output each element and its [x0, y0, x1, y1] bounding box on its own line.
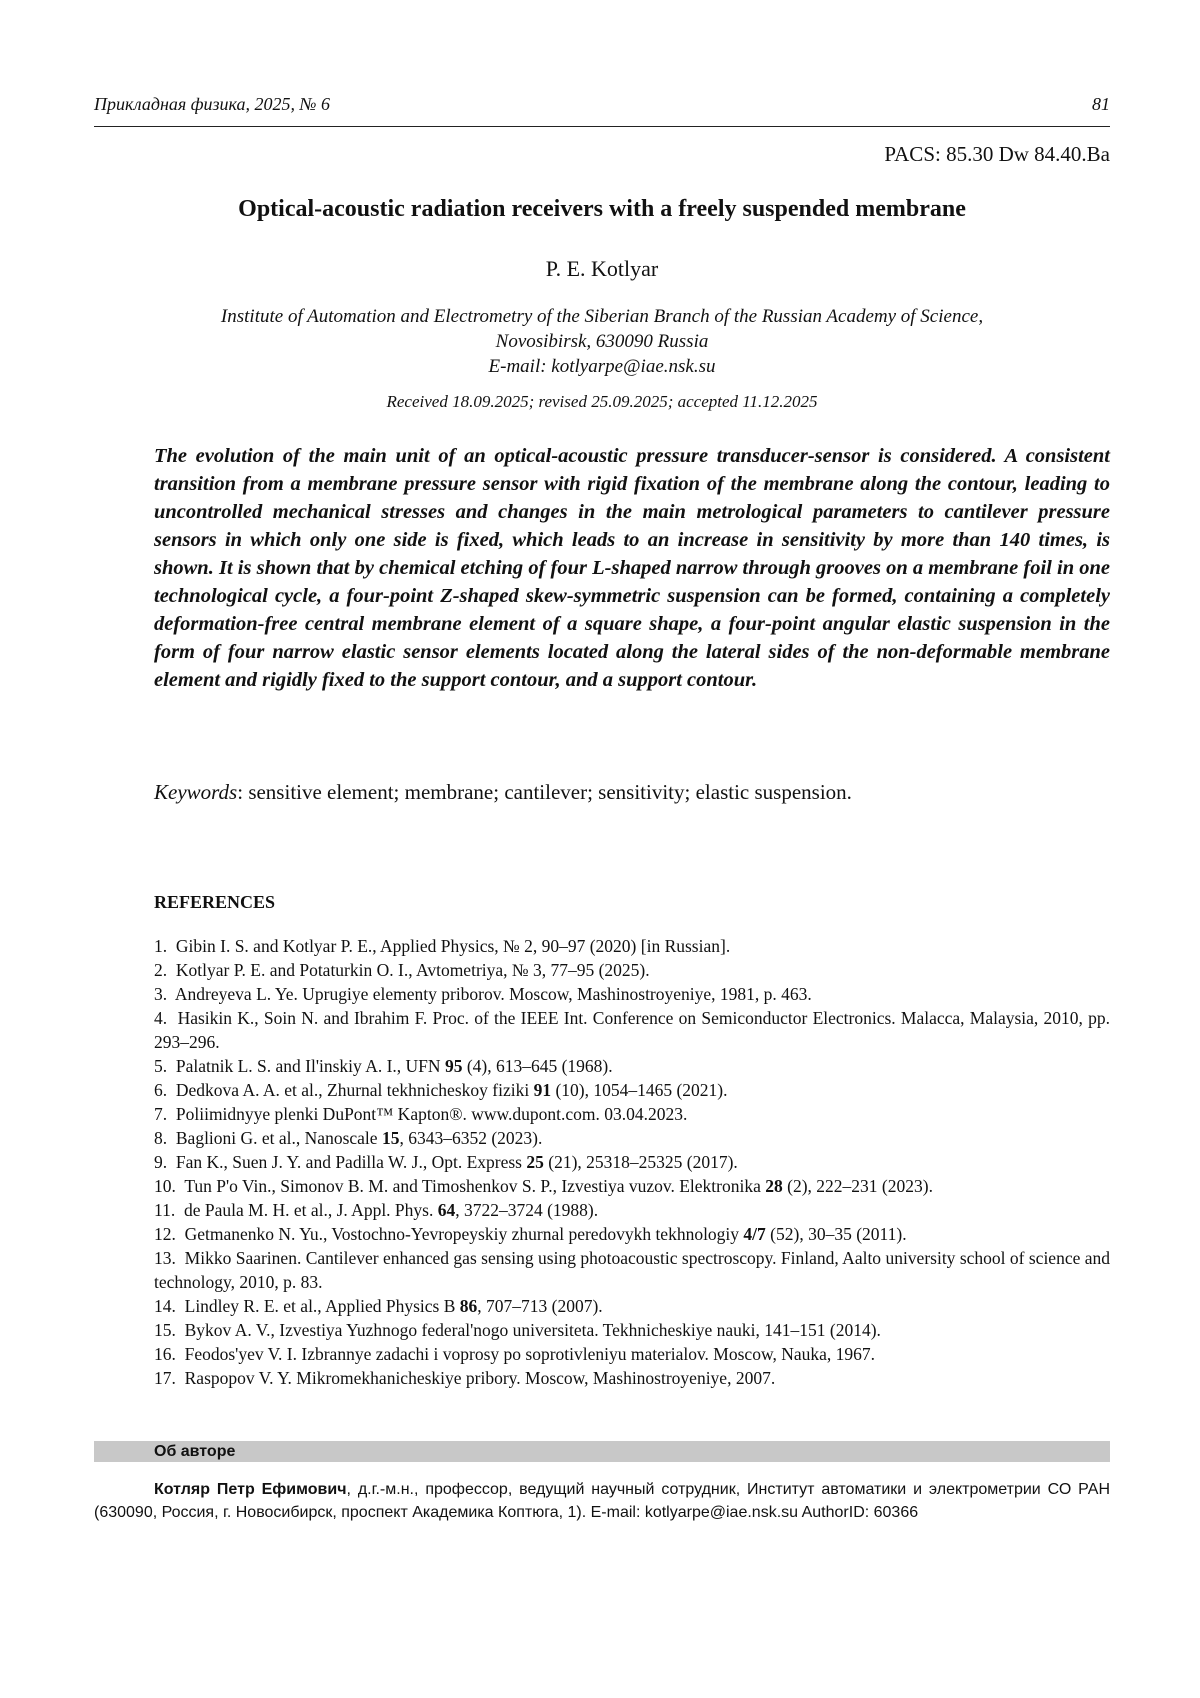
reference-text: Mikko Saarinen. Cantilever enhanced gas sensing using photoacoustic spectroscopy. Finland, Aalto university school of science and technology, 2010, p. 83. [154, 1248, 1111, 1292]
reference-item [154, 1366, 1110, 1390]
reference-number: 15. [154, 1320, 176, 1340]
reference-text: Tun P'o Vin., Simonov B. M. and Timoshenkov S. P., Izvestiya vuzov. Elektronika [184, 1176, 766, 1196]
reference-number: 2. [154, 960, 168, 980]
abstract: The evolution of the main unit of an optical-acoustic pressure transducer-sensor is considered. A consistent transition from a membrane pressure sensor with rigid fixation of the membrane along the contour, leading to uncontrolled mechanical stresses and changes in the main metrological parameters to cantilever pressure sensors in which only one side is fixed, which leads to an increase in sensitivity by more than 140 times, is shown. It is shown that by chemical etching of four L-shaped narrow through grooves on a membrane foil in one technological cycle, a four-point Z-shaped skew-symmetric suspension can be formed, containing a completely deformation-free central membrane element of a square shape, a four-point angular elastic suspension in the form of four narrow elastic sensor elements located along the lateral sides of the non-deformable membrane element and rigidly fixed to the support contour, and a support contour. [154, 445, 1110, 691]
reference-pages: , 707–713 (2007). [477, 1296, 603, 1316]
reference-text: Lindley R. E. et al., Applied Physics B [184, 1296, 460, 1316]
pacs-codes: PACS: 85.30 Dw 84.40.Ba [884, 142, 1110, 166]
reference-number: 9. [154, 1152, 168, 1172]
reference-number: 10. [154, 1176, 176, 1196]
references-list [154, 934, 1110, 1390]
reference-text: Andreyeva L. Ye. Uprugiye elementy priborov. Moscow, Mashinostroyeniye, 1981, p. 463. [174, 984, 812, 1004]
reference-number: 16. [154, 1344, 176, 1364]
affiliation-email: E-mail: kotlyarpe@iae.nsk.su [488, 356, 716, 377]
reference-volume: 15 [381, 1128, 400, 1148]
page-number: 81 [1092, 94, 1110, 114]
reference-number: 1. [154, 936, 168, 956]
reference-number: 17. [154, 1368, 176, 1388]
reference-number: 6. [154, 1080, 168, 1100]
reference-item [154, 958, 1110, 982]
reference-text: de Paula M. H. et al., J. Appl. Phys. [183, 1200, 438, 1220]
affiliation-institute: Institute of Automation and Electrometry of the Siberian Branch of the Russian Academy of Science, [220, 306, 984, 327]
reference-number: 13. [154, 1248, 176, 1268]
reference-number: 12. [154, 1224, 176, 1244]
reference-volume: 64 [437, 1200, 456, 1220]
reference-item [154, 1054, 1110, 1078]
reference-number: 3. [154, 984, 168, 1004]
reference-text: Dedkova A. A. et al., Zhurnal tekhnicheskoy fiziki [175, 1080, 534, 1100]
reference-volume: 86 [459, 1296, 478, 1316]
reference-number: 11. [154, 1200, 176, 1220]
reference-item [154, 1222, 1110, 1246]
reference-item [154, 1294, 1110, 1318]
reference-text: Bykov A. V., Izvestiya Yuzhnogo federal'nogo universiteta. Tekhnicheskiye nauki, 141–151 (2014). [184, 1320, 881, 1340]
reference-item [154, 1150, 1110, 1174]
reference-number: 7. [154, 1104, 168, 1124]
keywords-text: : sensitive element; membrane; cantilever; sensitivity; elastic suspension. [237, 780, 852, 804]
reference-text: Feodos'yev V. I. Izbrannye zadachi i voprosy po soprotivleniyu materialov. Moscow, Nauka, 1967. [184, 1344, 875, 1364]
reference-volume: 4/7 [743, 1224, 766, 1244]
reference-pages: , 6343–6352 (2023). [399, 1128, 543, 1148]
reference-pages: (52), 30–35 (2011). [765, 1224, 907, 1244]
reference-item [154, 1198, 1110, 1222]
reference-volume: 28 [765, 1176, 783, 1196]
reference-volume: 95 [444, 1056, 463, 1076]
reference-item [154, 1078, 1110, 1102]
reference-text: Getmanenko N. Yu., Vostochno-Yevropeyskiy zhurnal peredovykh tekhnologiy [184, 1224, 744, 1244]
reference-item [154, 1246, 1110, 1294]
reference-pages: (21), 25318–25325 (2017). [543, 1152, 738, 1172]
about-author-name: Котляр Петр Ефимович [154, 1481, 347, 1498]
reference-text: Raspopov V. Y. Mikromekhanicheskiye pribory. Moscow, Mashinostroyeniye, 2007. [184, 1368, 776, 1388]
reference-text: Fan K., Suen J. Y. and Padilla W. J., Opt. Express [175, 1152, 527, 1172]
reference-volume: 25 [526, 1152, 544, 1172]
reference-text: Poliimidnyye plenki DuPont™ Kapton®. www.dupont.com. 03.04.2023. [175, 1104, 688, 1124]
reference-pages: , 3722–3724 (1988). [455, 1200, 599, 1220]
reference-item [154, 1126, 1110, 1150]
reference-pages: (2), 222–231 (2023). [782, 1176, 933, 1196]
journal-name: Прикладная физика, 2025, № 6 [94, 94, 330, 114]
submission-dates: Received 18.09.2025; revised 25.09.2025; accepted 11.12.2025 [386, 392, 818, 411]
reference-item [154, 1006, 1110, 1054]
reference-text: Gibin I. S. and Kotlyar P. E., Applied Physics, № 2, 90–97 (2020) [in Russian]. [175, 936, 731, 956]
keywords [154, 780, 1110, 805]
author-name: P. E. Kotlyar [545, 256, 659, 281]
header-rule [94, 126, 1110, 127]
reference-item [154, 1102, 1110, 1126]
reference-text: Hasikin K., Soin N. and Ibrahim F. Proc. of the IEEE Int. Conference on Semiconductor Electronics. Malacca, Malaysia, 2010, pp. 293–296. [154, 1008, 1110, 1052]
references-heading: REFERENCES [154, 892, 276, 912]
reference-item [154, 982, 1110, 1006]
reference-pages: (4), 613–645 (1968). [462, 1056, 613, 1076]
running-header [94, 94, 1110, 120]
about-author-heading [94, 1441, 1110, 1462]
reference-volume: 91 [533, 1080, 552, 1100]
reference-item [154, 1318, 1110, 1342]
reference-text: Kotlyar P. E. and Potaturkin O. I., Avtometriya, № 3, 77–95 (2025). [175, 960, 650, 980]
reference-text: Palatnik L. S. and Il'inskiy A. I., UFN [175, 1056, 445, 1076]
reference-item [154, 1342, 1110, 1366]
about-author [94, 1478, 1110, 1524]
reference-number: 14. [154, 1296, 176, 1316]
affiliation-city: Novosibirsk, 630090 Russia [495, 331, 709, 352]
affiliation [94, 304, 1110, 379]
about-author-text: , д.г.-м.н., профессор, ведущий научный сотрудник, Институт автоматики и электрометрии СО РАН (630090, Россия, г. Новосибирск, проспект Академика Коптюга, 1). E-mail: kotlyarpe@iae.nsk.su AuthorID: 60366 [94, 1481, 1110, 1521]
keywords-label: Keywords [154, 780, 238, 804]
reference-item [154, 1174, 1110, 1198]
reference-pages: (10), 1054–1465 (2021). [551, 1080, 728, 1100]
reference-number: 4. [154, 1008, 168, 1028]
paper-title: Optical-acoustic radiation receivers with a freely suspended membrane [238, 196, 966, 222]
reference-number: 8. [154, 1128, 168, 1148]
reference-text: Baglioni G. et al., Nanoscale [175, 1128, 382, 1148]
reference-number: 5. [154, 1056, 168, 1076]
about-author-heading-text: Об авторе [154, 1443, 236, 1460]
reference-item [154, 934, 1110, 958]
